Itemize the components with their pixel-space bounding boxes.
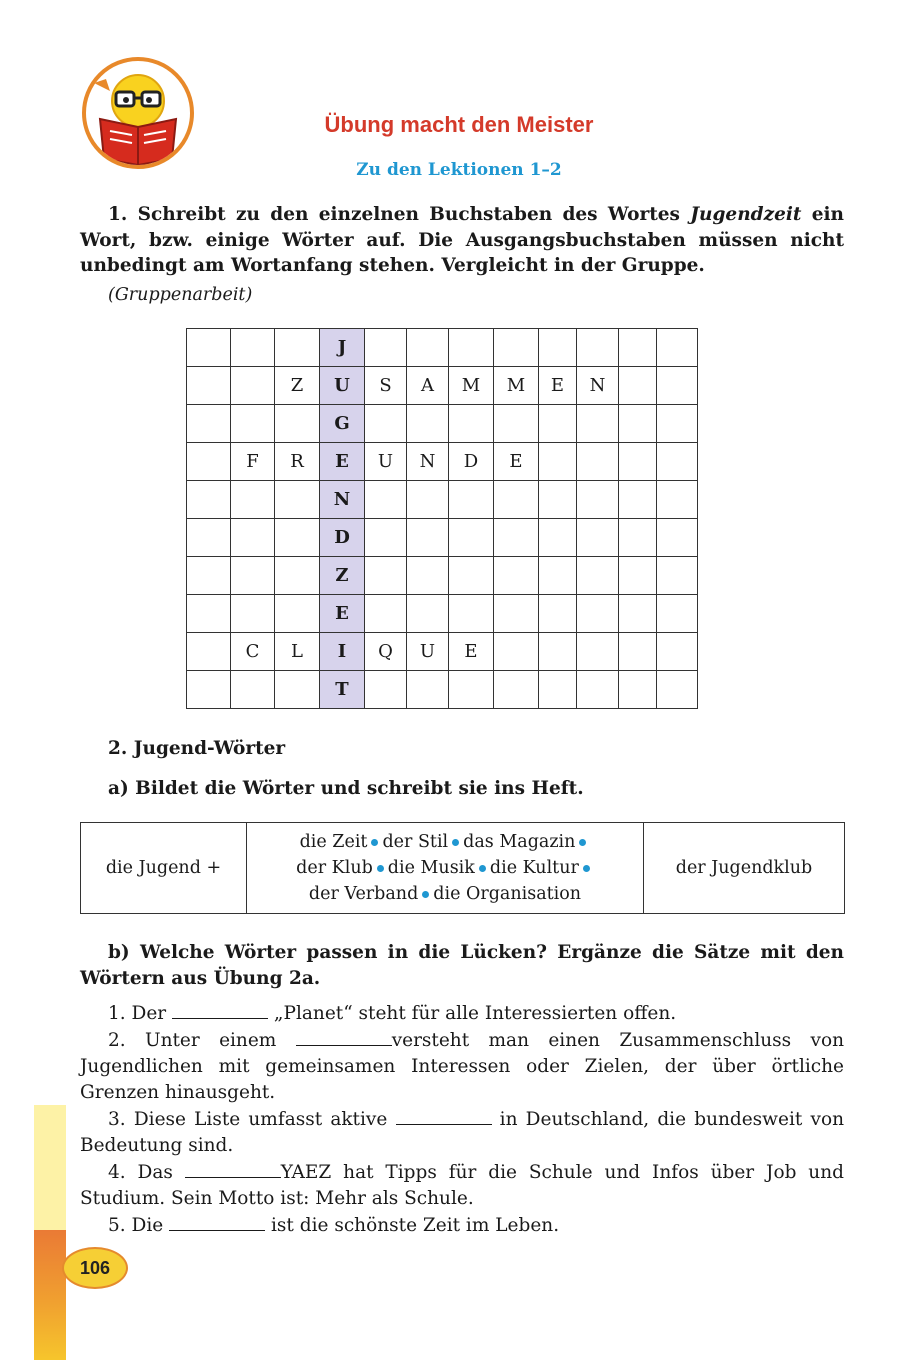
word-item: die Organisation <box>433 884 582 904</box>
grid-cell <box>365 329 407 367</box>
page-number: 106 <box>62 1247 128 1289</box>
page-title: Übung macht den Meister <box>324 112 594 137</box>
grid-cell <box>449 519 494 557</box>
grid-cell <box>407 481 449 519</box>
grid-cell: Z <box>275 367 320 405</box>
word-item: der Verband <box>308 884 419 904</box>
grid-cell <box>187 557 231 595</box>
grid-row <box>187 557 698 595</box>
grid-cell <box>539 557 577 595</box>
grid-cell <box>494 671 539 709</box>
grid-cell <box>577 329 619 367</box>
grid-cell <box>657 405 698 443</box>
grid-cell <box>539 671 577 709</box>
task1-keyword: Jugendzeit <box>690 204 802 225</box>
task2-title: 2. Jugend-Wörter <box>108 738 286 759</box>
grid-cell-keyword: D <box>320 519 365 557</box>
grid-cell: U <box>365 443 407 481</box>
grid-cell: R <box>275 443 320 481</box>
grid-cell <box>365 557 407 595</box>
grid-cell <box>407 329 449 367</box>
bullet-dot-icon <box>371 839 378 846</box>
grid-cell <box>539 405 577 443</box>
bullet-dot-icon <box>422 891 429 898</box>
grid-row <box>187 329 698 367</box>
grid-cell: D <box>449 443 494 481</box>
task2a-title: a) Bildet die Wörter und schreibt sie ins Heft. <box>108 778 584 799</box>
grid-cell: C <box>231 633 275 671</box>
grid-cell <box>365 405 407 443</box>
grid-cell <box>657 633 698 671</box>
grid-cell <box>449 405 494 443</box>
grid-cell <box>619 671 657 709</box>
grid-cell <box>619 595 657 633</box>
grid-cell-keyword: N <box>320 481 365 519</box>
grid-cell <box>539 481 577 519</box>
bullet-dot-icon <box>377 865 384 872</box>
grid-cell <box>231 519 275 557</box>
grid-cell <box>577 481 619 519</box>
grid-cell <box>275 481 320 519</box>
bullet-dot-icon <box>479 865 486 872</box>
task1-text-before: 1. Schreibt zu den einzelnen Buchstaben des Wortes <box>108 204 691 225</box>
grid-cell: N <box>577 367 619 405</box>
grid-cell <box>539 443 577 481</box>
grid-row <box>187 671 698 709</box>
grid-cell <box>539 329 577 367</box>
acrostic-grid <box>186 328 698 709</box>
grid-cell <box>494 557 539 595</box>
page-subtitle: Zu den Lektionen 1–2 <box>356 160 562 180</box>
grid-cell: E <box>494 443 539 481</box>
word-item: die Kultur <box>489 858 579 878</box>
grid-cell <box>365 671 407 709</box>
page-edge-band-accent <box>34 1230 66 1360</box>
sentence-1 <box>80 1000 844 1027</box>
gap-sentences <box>80 1000 844 1239</box>
grid-cell <box>657 671 698 709</box>
grid-cell <box>619 443 657 481</box>
grid-cell <box>657 443 698 481</box>
gap-blank <box>396 1106 492 1125</box>
grid-cell <box>187 633 231 671</box>
grid-cell: S <box>365 367 407 405</box>
grid-cell <box>577 557 619 595</box>
grid-cell <box>577 671 619 709</box>
grid-cell: E <box>449 633 494 671</box>
grid-cell <box>231 405 275 443</box>
sentence-text: 2. Unter einem <box>108 1030 296 1051</box>
bullet-dot-icon <box>579 839 586 846</box>
grid-cell <box>275 595 320 633</box>
grid-cell <box>187 671 231 709</box>
grid-cell <box>231 595 275 633</box>
grid-cell <box>577 519 619 557</box>
grid-cell <box>407 671 449 709</box>
word-item: die Zeit <box>299 832 368 852</box>
grid-cell <box>407 405 449 443</box>
grid-cell <box>275 671 320 709</box>
grid-cell: A <box>407 367 449 405</box>
word-item: der Stil <box>382 832 449 852</box>
grid-cell <box>539 519 577 557</box>
grid-cell <box>657 595 698 633</box>
word-table-left: die Jugend + <box>81 823 247 914</box>
grid-cell: E <box>539 367 577 405</box>
grid-row <box>187 481 698 519</box>
sentence-2 <box>80 1027 844 1106</box>
grid-cell <box>407 595 449 633</box>
grid-cell <box>365 481 407 519</box>
grid-cell-keyword: E <box>320 595 365 633</box>
grid-cell <box>187 519 231 557</box>
grid-cell <box>187 405 231 443</box>
grid-cell <box>187 367 231 405</box>
grid-cell <box>449 595 494 633</box>
grid-cell <box>619 481 657 519</box>
sentence-text: 1. Der <box>108 1003 173 1024</box>
grid-cell-keyword: G <box>320 405 365 443</box>
grid-cell <box>619 519 657 557</box>
word-item: das Magazin <box>463 832 576 852</box>
task1-text-after: ein Wort, bzw. einige Wörter auf. Die Ausgangsbuchstaben müssen nicht unbedingt am Wortanfang stehen. Vergleicht in der Gruppe. <box>80 204 844 276</box>
grid-cell <box>657 557 698 595</box>
grid-cell <box>657 329 698 367</box>
grid-cell <box>494 329 539 367</box>
word-table <box>80 822 845 914</box>
grid-cell <box>365 519 407 557</box>
grid-row <box>187 595 698 633</box>
grid-cell: L <box>275 633 320 671</box>
grid-cell <box>539 633 577 671</box>
grid-cell <box>619 405 657 443</box>
grid-cell <box>187 595 231 633</box>
grid-cell <box>187 443 231 481</box>
sentence-text: in Deutschland, die bundesweit von Bedeutung sind. <box>80 1109 844 1156</box>
task1-instruction <box>80 202 844 279</box>
grid-cell <box>577 595 619 633</box>
grid-row <box>187 633 698 671</box>
grid-cell <box>449 329 494 367</box>
word-table-words <box>247 823 644 914</box>
grid-cell <box>577 633 619 671</box>
task2b-title: b) Welche Wörter passen in die Lücken? Ergänze die Sätze mit den Wörtern aus Übung 2a. <box>80 942 844 989</box>
grid-cell <box>231 329 275 367</box>
grid-cell <box>577 405 619 443</box>
grid-cell-keyword: J <box>320 329 365 367</box>
grid-row <box>187 519 698 557</box>
grid-cell <box>494 519 539 557</box>
sentence-text: „Planet“ steht für alle Interessierten offen. <box>268 1003 677 1024</box>
grid-row <box>187 443 698 481</box>
sentence-5 <box>80 1212 844 1239</box>
grid-cell <box>619 557 657 595</box>
grid-cell <box>577 443 619 481</box>
grid-cell: F <box>231 443 275 481</box>
grid-cell <box>539 595 577 633</box>
sentence-text: 3. Diese Liste umfasst aktive <box>108 1109 396 1130</box>
sentence-4 <box>80 1159 844 1212</box>
grid-cell: Q <box>365 633 407 671</box>
grid-cell <box>449 557 494 595</box>
grid-cell <box>494 405 539 443</box>
grid-cell <box>365 595 407 633</box>
grid-cell: N <box>407 443 449 481</box>
sentence-3 <box>80 1106 844 1159</box>
grid-cell <box>231 671 275 709</box>
grid-cell <box>619 367 657 405</box>
grid-cell <box>619 633 657 671</box>
grid-cell-keyword: E <box>320 443 365 481</box>
sentence-text: 4. Das <box>108 1162 185 1183</box>
grid-cell: M <box>449 367 494 405</box>
grid-cell-keyword: U <box>320 367 365 405</box>
sentence-text: ist die schönste Zeit im Leben. <box>265 1215 560 1236</box>
grid-cell <box>231 481 275 519</box>
grid-cell <box>275 405 320 443</box>
grid-row <box>187 367 698 405</box>
grid-cell <box>494 595 539 633</box>
grid-cell-keyword: Z <box>320 557 365 595</box>
sentence-text: 5. Die <box>108 1215 170 1236</box>
grid-cell <box>275 329 320 367</box>
word-table-example: der Jugendklub <box>644 823 845 914</box>
word-item: die Musik <box>387 858 475 878</box>
grid-cell <box>449 671 494 709</box>
grid-cell <box>407 519 449 557</box>
sentence-text: versteht man einen Zusammenschluss von Jugendlichen mit gemeinsamen Interessen oder Zielen, der über örtliche Grenzen hinausgeht. <box>80 1030 844 1103</box>
grid-cell <box>231 557 275 595</box>
gap-blank <box>172 1000 268 1019</box>
grid-cell <box>494 633 539 671</box>
grid-cell <box>187 329 231 367</box>
gap-blank <box>169 1212 265 1231</box>
word-item: der Klub <box>296 858 373 878</box>
grid-cell <box>231 367 275 405</box>
grid-cell <box>619 329 657 367</box>
grid-cell: M <box>494 367 539 405</box>
grid-cell <box>449 481 494 519</box>
gap-blank <box>185 1159 281 1178</box>
grid-cell-keyword: I <box>320 633 365 671</box>
grid-cell <box>657 367 698 405</box>
grid-cell <box>407 557 449 595</box>
grid-cell <box>275 557 320 595</box>
bullet-dot-icon <box>583 865 590 872</box>
grid-cell: U <box>407 633 449 671</box>
grid-row <box>187 405 698 443</box>
sentence-text: YAEZ hat Tipps für die Schule und Infos über Job und Studium. Sein Motto ist: Mehr als Schule. <box>80 1162 844 1209</box>
bullet-dot-icon <box>452 839 459 846</box>
grid-cell-keyword: T <box>320 671 365 709</box>
grid-cell <box>657 481 698 519</box>
grid-cell <box>187 481 231 519</box>
gap-blank <box>296 1027 392 1046</box>
grid-cell <box>494 481 539 519</box>
grid-cell <box>657 519 698 557</box>
grid-cell <box>275 519 320 557</box>
task1-note: (Gruppenarbeit) <box>108 285 253 305</box>
